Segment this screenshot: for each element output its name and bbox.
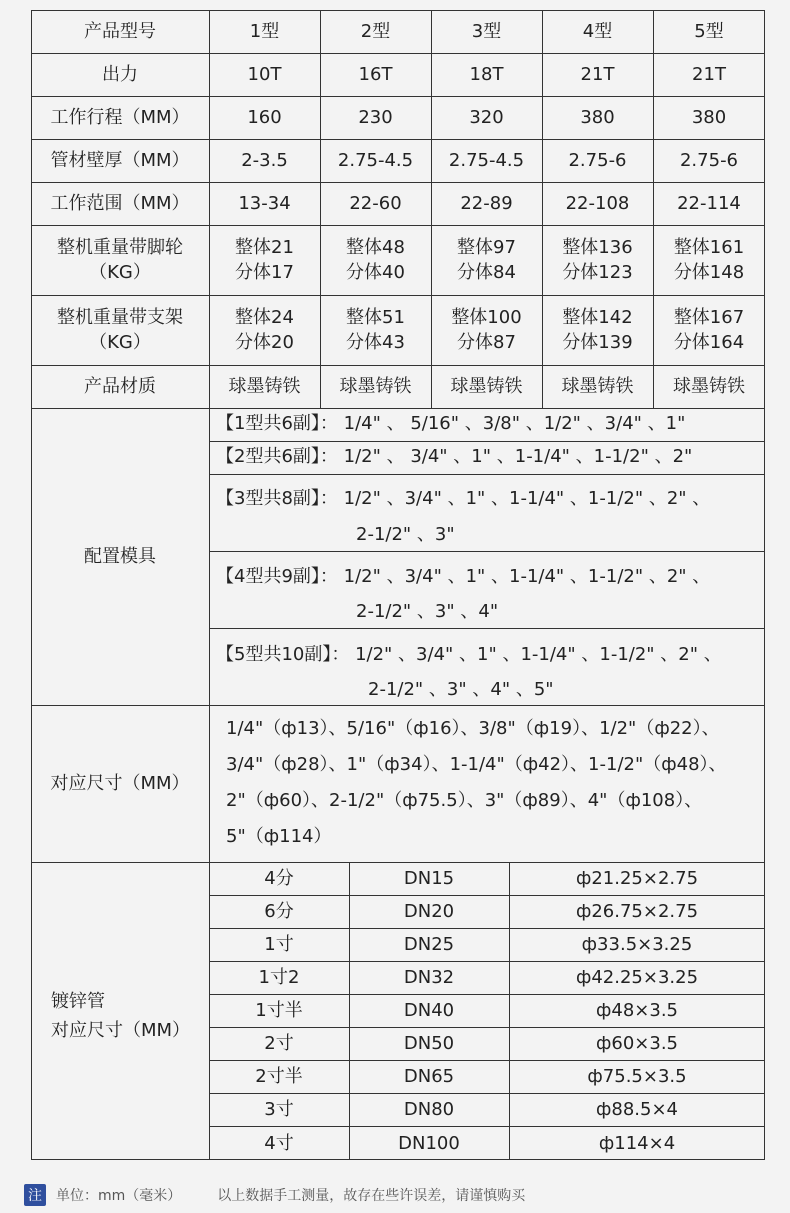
weight-stand-cell — [320, 295, 431, 365]
row-label: 出力 — [102, 64, 138, 85]
pipe-spec: 2寸半 — [255, 1066, 303, 1087]
galvanized-label-line1: 镀锌管 — [51, 991, 105, 1012]
weight-whole: 整体161 — [673, 237, 745, 258]
size-line: 3/4"（ф28）、1"（ф34）、1-1/4"（ф42）、1-1/2"（ф48）、 — [226, 754, 727, 775]
row-label: 工作范围（MM） — [50, 193, 190, 214]
weight-split: 分体40 — [346, 262, 405, 283]
mold-line: 【2型共6副】： 1/2" 、 3/4" 、1" 、1-1/4" 、1-1/2" 、2" — [216, 446, 693, 467]
note-badge: 注 — [24, 1184, 46, 1206]
molds-label: 配置模具 — [84, 546, 156, 567]
header-model: 3型 — [471, 21, 502, 42]
galvanized-label — [31, 862, 209, 1160]
row-value: 2.75-4.5 — [448, 150, 525, 171]
pipe-size: ф26.75×2.75 — [575, 901, 699, 922]
size-line: 5"（ф114） — [226, 826, 332, 847]
weight-whole: 整体51 — [346, 307, 405, 328]
weight-split: 分体87 — [457, 332, 516, 353]
row-value: 18T — [469, 64, 504, 85]
weight-wheel-label-line2: （KG） — [89, 262, 151, 283]
row-value: 320 — [469, 107, 504, 128]
weight-stand-cell — [542, 295, 653, 365]
pipe-dn: DN15 — [403, 868, 455, 889]
row-value: 10T — [247, 64, 282, 85]
header-model: 4型 — [582, 21, 613, 42]
row-value: 21T — [580, 64, 615, 85]
weight-stand-label-line1: 整机重量带支架 — [57, 307, 183, 328]
pipe-size: ф48×3.5 — [595, 1000, 678, 1021]
weight-split: 分体20 — [235, 332, 294, 353]
row-value: 2.75-6 — [679, 150, 739, 171]
pipe-dn: DN65 — [403, 1066, 455, 1087]
mold-line: 【5型共10副】： 1/2" 、3/4" 、1" 、1-1/4" 、1-1/2" 、2" 、 — [216, 644, 722, 665]
weight-stand-cell — [431, 295, 542, 365]
row-value: 380 — [580, 107, 615, 128]
pipe-spec: 1寸 — [264, 934, 294, 955]
mold-line: 2-1/2" 、3" 、4" — [356, 601, 499, 622]
note-unit: 单位：mm（毫米） — [56, 1188, 182, 1204]
pipe-size: ф42.25×3.25 — [575, 967, 699, 988]
material-value: 球墨铸铁 — [228, 376, 301, 397]
pipe-size: ф88.5×4 — [595, 1099, 678, 1120]
material-value: 球墨铸铁 — [450, 376, 523, 397]
row-value: 22-108 — [565, 193, 630, 214]
row-value: 22-60 — [349, 193, 402, 214]
row-value: 13-34 — [238, 193, 291, 214]
row-value: 160 — [247, 107, 282, 128]
pipe-size: ф75.5×3.5 — [587, 1066, 687, 1087]
row-value: 2.75-6 — [568, 150, 627, 171]
weight-whole: 整体24 — [235, 307, 294, 328]
weight-whole: 整体142 — [562, 307, 633, 328]
size-line: 2"（ф60）、2-1/2"（ф75.5）、3"（ф89）、4"（ф108）、 — [226, 790, 703, 811]
weight-whole: 整体21 — [235, 237, 294, 258]
weight-wheel-cell — [542, 225, 653, 295]
mold-line: 【3型共8副】： 1/2" 、3/4" 、1" 、1-1/4" 、1-1/2" 、2" 、 — [216, 488, 711, 509]
weight-stand-cell — [653, 295, 765, 365]
weight-whole: 整体167 — [673, 307, 745, 328]
weight-whole: 整体48 — [346, 237, 405, 258]
weight-split: 分体123 — [562, 262, 633, 283]
row-value: 2.75-4.5 — [337, 150, 414, 171]
weight-whole: 整体100 — [451, 307, 522, 328]
pipe-dn: DN25 — [403, 934, 455, 955]
weight-wheel-cell — [431, 225, 542, 295]
mold-line: 【1型共6副】： 1/4" 、 5/16" 、3/8" 、1/2" 、3/4" 、1" — [216, 413, 686, 434]
header-model: 5型 — [694, 21, 724, 42]
pipe-spec: 4寸 — [264, 1132, 294, 1154]
weight-wheel-label — [31, 225, 209, 295]
row-value: 21T — [692, 64, 726, 85]
row-label: 管材壁厚（MM） — [50, 150, 190, 171]
pipe-spec: 2寸 — [264, 1033, 294, 1054]
pipe-spec: 1寸2 — [258, 967, 300, 988]
weight-split: 分体164 — [673, 332, 745, 353]
weight-split: 分体43 — [346, 332, 405, 353]
header-model: 2型 — [360, 21, 391, 42]
size-line: 1/4"（ф13）、5/16"（ф16）、3/8"（ф19）、1/2"（ф22）、 — [226, 718, 720, 739]
weight-whole: 整体136 — [562, 237, 633, 258]
pipe-dn: DN100 — [398, 1132, 460, 1154]
pipe-spec: 3寸 — [264, 1099, 294, 1120]
pipe-dn: DN32 — [403, 967, 455, 988]
material-value: 球墨铸铁 — [339, 376, 412, 397]
note-text: 以上数据手工测量，故存在些许误差，请谨慎购买 — [217, 1188, 526, 1204]
material-value: 球墨铸铁 — [673, 376, 745, 397]
weight-wheel-cell — [320, 225, 431, 295]
pipe-size: ф33.5×3.25 — [581, 934, 693, 955]
weight-split: 分体84 — [457, 262, 516, 283]
row-label: 工作行程（MM） — [50, 107, 190, 128]
weight-stand-label-line2: （KG） — [89, 332, 151, 353]
pipe-spec: 6分 — [264, 901, 294, 922]
weight-split: 分体17 — [235, 262, 294, 283]
weight-wheel-cell — [209, 225, 320, 295]
header-model: 1型 — [249, 21, 280, 42]
pipe-spec: 4分 — [264, 868, 294, 889]
weight-stand-label — [31, 295, 209, 365]
row-value: 22-114 — [677, 193, 741, 214]
weight-split: 分体139 — [562, 332, 633, 353]
row-value: 22-89 — [460, 193, 513, 214]
pipe-size: ф60×3.5 — [595, 1033, 678, 1054]
row-value: 230 — [358, 107, 393, 128]
pipe-dn: DN20 — [403, 901, 455, 922]
row-value: 16T — [358, 64, 393, 85]
sizes-label: 对应尺寸（MM） — [50, 773, 190, 794]
weight-whole: 整体97 — [457, 237, 516, 258]
pipe-size: ф21.25×2.75 — [575, 868, 699, 889]
material-label: 产品材质 — [84, 376, 156, 397]
galvanized-label-line2: 对应尺寸（MM） — [51, 1020, 191, 1041]
footnote — [24, 1184, 525, 1206]
weight-split: 分体148 — [673, 262, 745, 283]
pipe-dn: DN80 — [403, 1099, 455, 1120]
pipe-dn: DN40 — [403, 1000, 455, 1021]
pipe-size: ф114×4 — [598, 1132, 676, 1154]
mold-line: 【4型共9副】： 1/2" 、3/4" 、1" 、1-1/4" 、1-1/2" 、2" 、 — [216, 566, 711, 587]
material-value: 球墨铸铁 — [561, 376, 634, 397]
pipe-dn: DN50 — [403, 1033, 455, 1054]
header-label: 产品型号 — [84, 21, 156, 42]
pipe-spec: 1寸半 — [255, 1000, 303, 1021]
weight-wheel-cell — [653, 225, 765, 295]
mold-line: 2-1/2" 、3" 、4" 、5" — [368, 679, 554, 700]
weight-wheel-label-line1: 整机重量带脚轮 — [57, 237, 183, 258]
weight-stand-cell — [209, 295, 320, 365]
mold-line: 2-1/2" 、3" — [356, 524, 455, 545]
row-value: 380 — [691, 107, 727, 128]
row-value: 2-3.5 — [241, 150, 288, 171]
